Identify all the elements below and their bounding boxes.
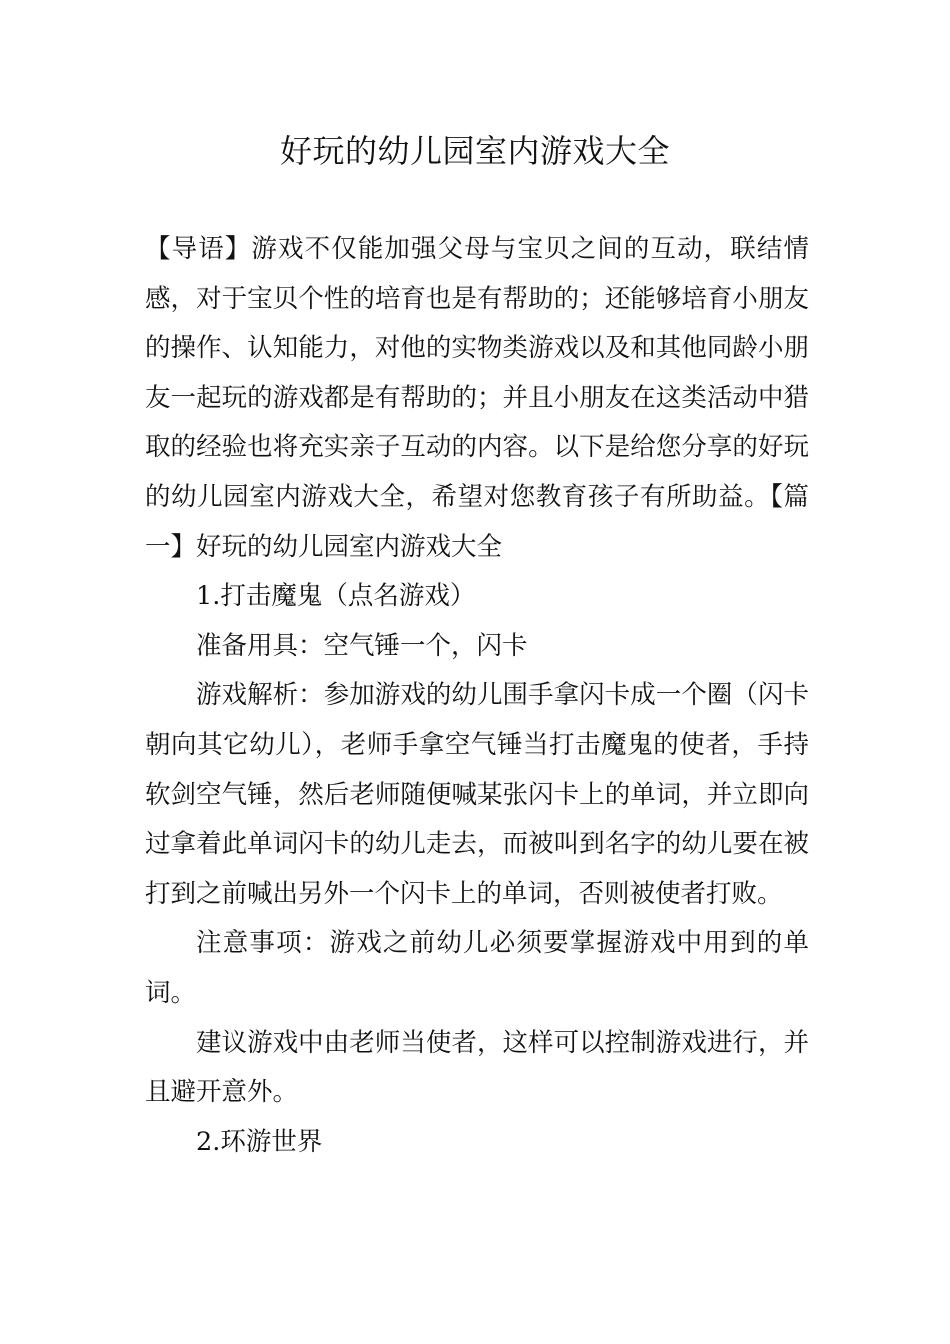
document-body [145,225,809,1167]
game-1-equipment: 准备用具：空气锤一个，闪卡 [196,630,528,661]
game-1-notes: 注意事项：游戏之前幼儿必须要掌握游戏中用到的单词。 [145,928,809,1008]
game-2-heading: 2.环游世界 [196,1126,323,1157]
game-1-description: 游戏解析：参加游戏的幼儿围手拿闪卡成一个圈（闪卡朝向其它幼儿），老师手拿空气锤当打击魔鬼的使者，手持软剑空气锤，然后老师随便喊某张闪卡上的单词，并立即向过拿着此单词闪卡的幼儿走去，而被叫到名字的幼儿要在被打到之前喊出另外一个闪卡上的单词，否则被使者打败。 [145,680,809,909]
game-1-heading: 1.打击魔鬼（点名游戏） [196,581,476,612]
intro-paragraph: 【导语】游戏不仅能加强父母与宝贝之间的互动，联结情感，对于宝贝个性的培育也是有帮助的；还能够培育小朋友的操作、认知能力，对他的实物类游戏以及和其他同龄小朋友一起玩的游戏都是有帮助的；并且小朋友在这类活动中猎取的经验也将充实亲子互动的内容。以下是给您分享的好玩的幼儿园室内游戏大全，希望对您教育孩子有所助益。【篇一】好玩的幼儿园室内游戏大全 [145,234,809,562]
document-title: 好玩的幼儿园室内游戏大全 [279,132,670,170]
game-1-suggestion: 建议游戏中由老师当使者，这样可以控制游戏进行，并且避开意外。 [145,1027,809,1108]
